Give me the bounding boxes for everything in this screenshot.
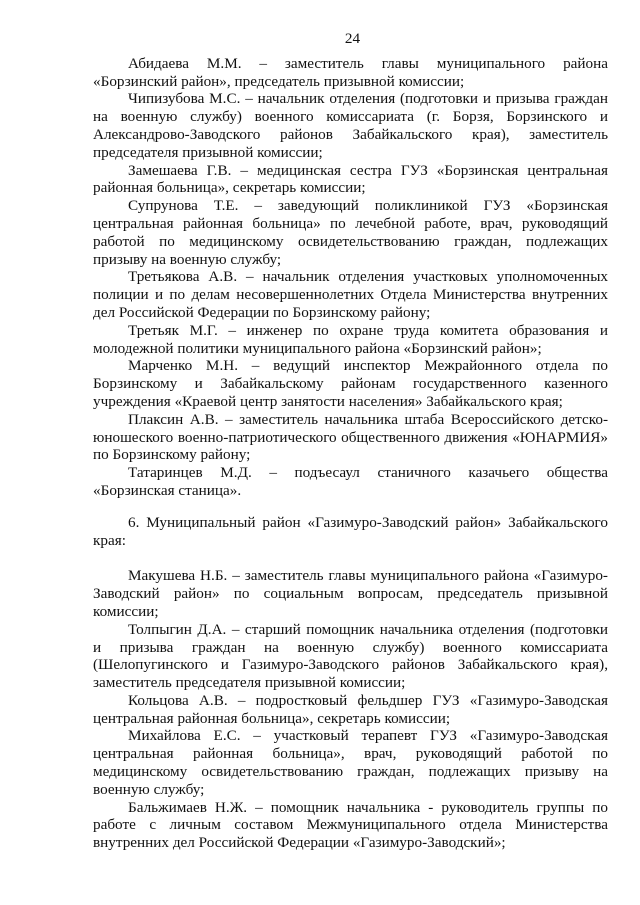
member-entry: Толпыгин Д.А. – старший помощник начальника отделения (подготовки и призыва граждан на военную службу) военного комиссариата (Шелопугинского и Газимуро-Заводского районов Забайкальского края), заместитель председателя призывной комиссии; [93, 620, 608, 692]
member-entry: Татаринцев М.Д. – подъесаул станичного казачьего общества «Борзинская станица». [93, 464, 608, 499]
member-entry: Супрунова Т.Е. – заведующий поликлиникой ГУЗ «Борзинская центральная районная больница» по лечебной работе, врач, руководящий работой по медицинскому освидетельствованию граждан, подлежащих призыву на военную службу; [93, 197, 608, 268]
section-heading: 6. Муниципальный район «Газимуро-Заводский район» Забайкальского края: [93, 513, 608, 549]
member-entry: Замешаева Г.В. – медицинская сестра ГУЗ «Борзинская центральная районная больница», секретарь комиссии; [93, 161, 608, 197]
member-entry: Михайлова Е.С. – участковый терапевт ГУЗ «Газимуро-Заводская центральная районная больница», врач, руководящий работой по медицинскому освидетельствованию граждан, подлежащих призыву на военную службу; [93, 727, 608, 798]
member-entry: Абидаева М.М. – заместитель главы муниципального района «Борзинский район», председатель призывной комиссии; [93, 54, 608, 90]
member-entry: Третьякова А.В. – начальник отделения участковых уполномоченных полиции и по делам несовершеннолетних Отдела Министерства внутренних дел Российской Федерации по Борзинскому району; [93, 268, 608, 321]
member-entry: Макушева Н.Б. – заместитель главы муниципального района «Газимуро-Заводский район» по социальным вопросам, председатель призывной комиссии; [93, 567, 608, 620]
member-entry: Марченко М.Н. – ведущий инспектор Межрайонного отдела по Борзинскому и Забайкальскому районам государственного казенного учреждения «Краевой центр занятости населения» Забайкальского края; [93, 357, 608, 410]
member-entry: Кольцова А.В. – подростковый фельдшер ГУЗ «Газимуро-Заводская центральная районная больница», секретарь комиссии; [93, 691, 608, 727]
page-number: 24 [344, 30, 361, 47]
member-entry: Бальжимаев Н.Ж. – помощник начальника - руководитель группы по работе с личным составом Межмуниципального отдела Министерства внутренних дел Российской Федерации «Газимуро-Заводский»; [93, 798, 608, 852]
member-entry: Третьяк М.Г. – инженер по охране труда комитета образования и молодежной политики муниципального района «Борзинский район»; [93, 321, 608, 357]
member-entry: Плаксин А.В. – заместитель начальника штаба Всероссийского детско-юношеского военно-патриотического общественного движения «ЮНАРМИЯ» по Борзинскому району; [93, 410, 608, 464]
member-entry: Чипизубова М.С. – начальник отделения (подготовки и призыва граждан на военную службу) военного комиссариата (г. Борзя, Борзинского и Александрово-Заводского районов Забайкальского края), заместитель председателя призывной комиссии; [93, 90, 608, 161]
